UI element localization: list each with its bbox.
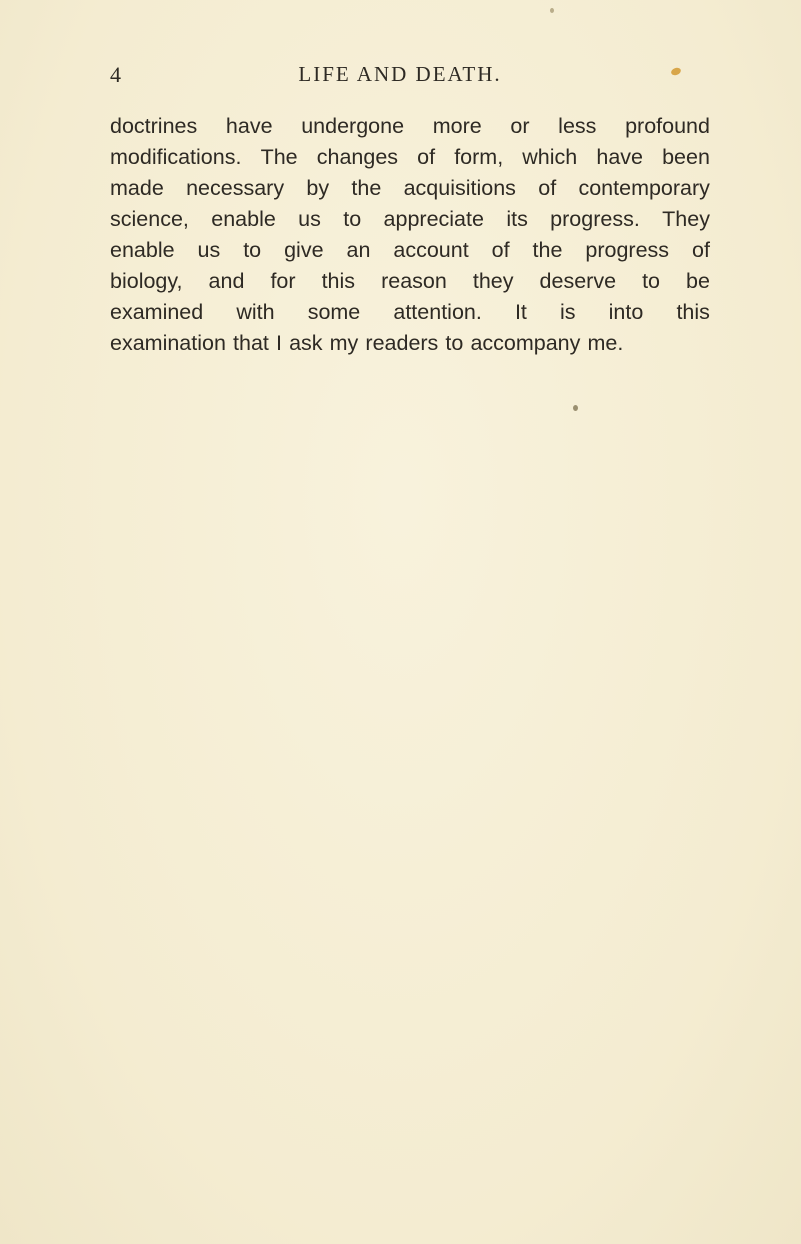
word: doctrines <box>110 114 198 138</box>
word: of <box>538 176 557 200</box>
word: attention. <box>393 300 482 324</box>
word: more <box>432 114 482 138</box>
word: me. <box>587 331 624 355</box>
page-number: 4 <box>110 62 122 87</box>
word: modifications. <box>110 145 242 169</box>
word: examination <box>110 331 226 355</box>
word: us <box>197 238 221 262</box>
word: undergone <box>301 114 405 138</box>
word: of <box>417 145 436 169</box>
word: less <box>558 114 597 138</box>
text-line <box>110 111 710 142</box>
word: have <box>596 145 643 169</box>
word: acquisitions <box>403 176 516 200</box>
text-line <box>110 328 710 359</box>
word: accompany <box>470 331 581 355</box>
text-line <box>110 204 710 235</box>
word: of <box>691 238 710 262</box>
word: into <box>608 300 644 324</box>
word: be <box>686 269 710 293</box>
word: that <box>233 331 269 355</box>
text-line <box>110 266 710 297</box>
body-paragraph <box>110 111 710 359</box>
running-head <box>110 62 690 92</box>
text-line <box>110 297 710 328</box>
word: my <box>329 331 359 355</box>
word: with <box>236 300 275 324</box>
word: appreciate <box>383 207 484 231</box>
word: The <box>260 145 298 169</box>
word: been <box>662 145 710 169</box>
word: readers <box>365 331 439 355</box>
word: is <box>560 300 576 324</box>
word: the <box>532 238 563 262</box>
word: of <box>491 238 510 262</box>
word: this <box>676 300 710 324</box>
word: by <box>306 176 330 200</box>
word: enable <box>211 207 276 231</box>
text-line <box>110 142 710 173</box>
word: biology, <box>110 269 183 293</box>
word: they <box>472 269 514 293</box>
paper-speck <box>573 405 578 411</box>
word: necessary <box>186 176 285 200</box>
word: an <box>346 238 371 262</box>
paper-speck <box>550 8 554 13</box>
word: made <box>110 176 164 200</box>
word: some <box>307 300 361 324</box>
word: which <box>522 145 578 169</box>
word: reason <box>381 269 447 293</box>
word: give <box>284 238 324 262</box>
word: this <box>321 269 356 293</box>
word: and <box>208 269 245 293</box>
word: ask <box>289 331 323 355</box>
word: or <box>510 114 530 138</box>
text-line <box>110 173 710 204</box>
word: I <box>276 331 282 355</box>
word: progress <box>585 238 670 262</box>
word: examined <box>110 300 204 324</box>
word: progress. <box>550 207 640 231</box>
word: changes <box>316 145 399 169</box>
word: to <box>445 331 464 355</box>
word: for <box>270 269 296 293</box>
word: to <box>343 207 362 231</box>
word: the <box>351 176 382 200</box>
word: to <box>243 238 262 262</box>
word: account <box>393 238 469 262</box>
word: They <box>662 207 710 231</box>
word: profound <box>625 114 710 138</box>
running-title: LIFE AND DEATH. <box>298 62 502 86</box>
word: its <box>506 207 528 231</box>
word: to <box>642 269 660 293</box>
word: enable <box>110 238 175 262</box>
word: It <box>514 300 527 324</box>
word: form, <box>454 145 504 169</box>
text-line <box>110 235 710 266</box>
word: science, <box>110 207 189 231</box>
word: us <box>298 207 321 231</box>
word: have <box>225 114 273 138</box>
word: deserve <box>539 269 617 293</box>
word: contemporary <box>578 176 710 200</box>
